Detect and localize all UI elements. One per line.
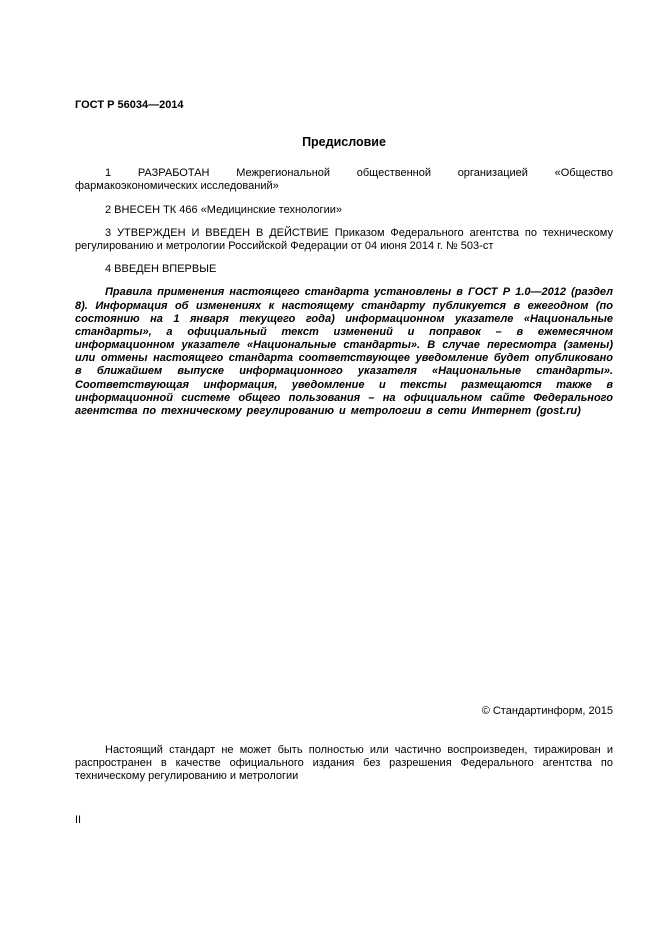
document-content [75, 99, 613, 418]
distribution-restriction: Настоящий стандарт не может быть полностью или частично воспроизведен, тиражирован и распространен в качестве официального издания без разрешения Федерального агентства по техническому регулированию и метрологии [75, 744, 613, 783]
copyright-notice: © Стандартинформ, 2015 [481, 705, 613, 717]
foreword-paragraph-approved: 3 УТВЕРЖДЕН И ВВЕДЕН В ДЕЙСТВИЕ Приказом Федерального агентства по техническому регулированию и метрологии Российской Федерации от 04 июня 2014 г. № 503-ст [75, 226, 613, 252]
foreword-paragraph-first-time: 4 ВВЕДЕН ВПЕРВЫЕ [105, 263, 217, 276]
page-title: Предисловие [302, 135, 386, 150]
gost-number-header: ГОСТ Р 56034—2014 [75, 99, 184, 111]
foreword-paragraph-developed: 1 РАЗРАБОТАН Межрегиональной общественной организацией «Общество фармакоэкономических исследований» [75, 167, 613, 193]
foreword-paragraph-submitted: 2 ВНЕСЕН ТК 466 «Медицинские технологии» [105, 203, 342, 216]
page-number: II [75, 814, 82, 826]
application-rules-note: Правила применения настоящего стандарта установлены в ГОСТ Р 1.0—2012 (раздел 8). Информация об изменениях к настоящему стандарту публикуется в ежегодном (по состоянию на 1 января текущего года) информационном указателе «Национальные стандарты», а официальный текст изменений и поправок – в ежемесячном информационном указателе «Национальные стандарты». В случае пересмотра (замены) или отмены настоящего стандарта соответствующее уведомление будет опубликовано в ближайшем выпуске информационного указателя «Национальные стандарты». Соответствующая информация, уведомление и тексты размещаются также в информационной системе общего пользования – на официальном сайте Федерального агентства по техническому регулированию и метрологии в сети Интернет (gost.ru) [75, 286, 613, 417]
